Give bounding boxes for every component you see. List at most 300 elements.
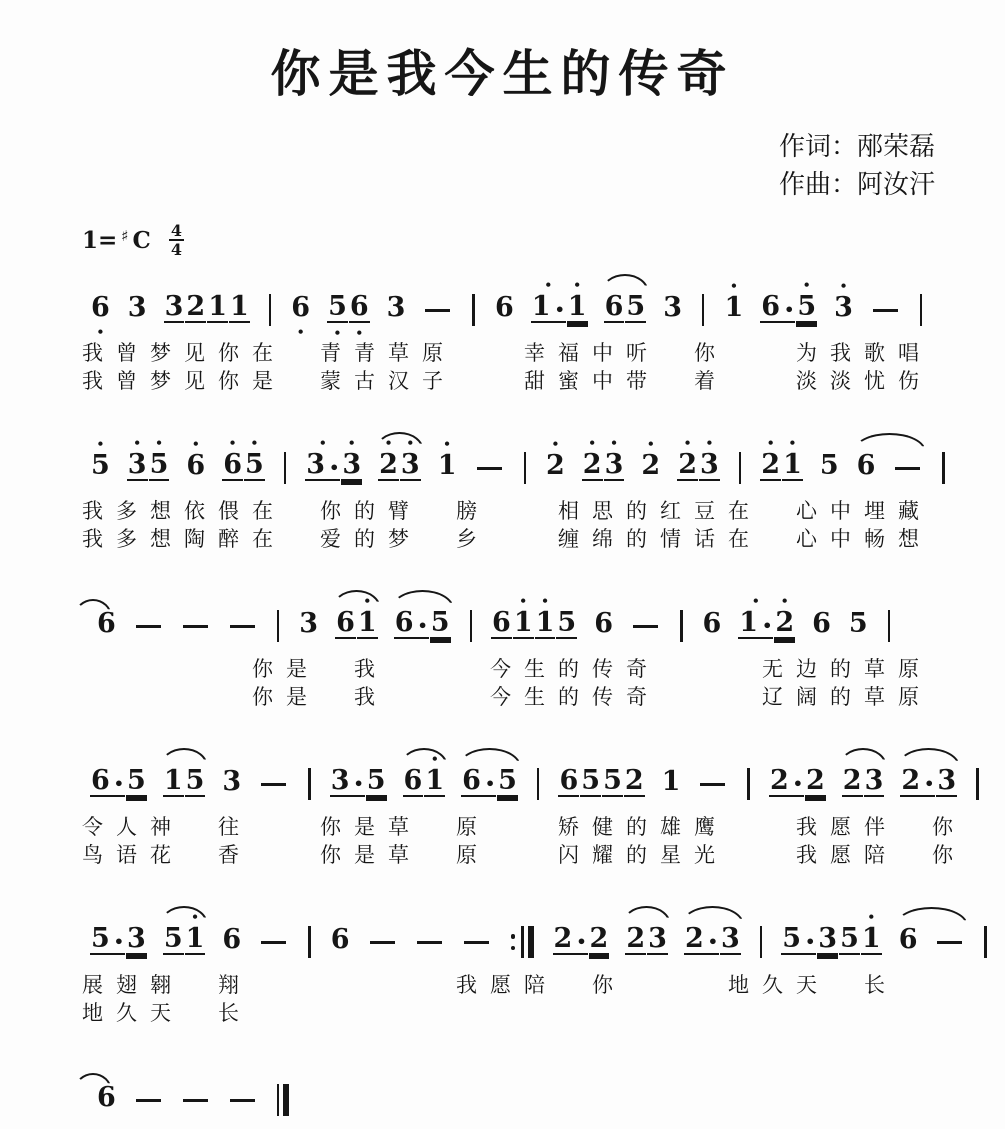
note <box>185 435 206 497</box>
note-digit: 1 <box>163 764 183 796</box>
octave-dot-above: • <box>767 434 774 452</box>
music-system <box>82 276 1005 395</box>
credits <box>0 128 935 203</box>
octave-dot-above: • <box>840 277 847 295</box>
final-barline-thick <box>283 1084 289 1116</box>
note-digit: 1 <box>513 606 533 638</box>
slur-arc-icon <box>839 748 888 767</box>
slur-arc-icon <box>622 906 671 925</box>
barline <box>472 294 475 326</box>
octave-dot-above: • <box>134 434 140 452</box>
note-digit: 2 <box>624 764 644 796</box>
duration-dash <box>700 783 725 787</box>
octave-dot-above: • <box>385 434 392 452</box>
note-digit: 3 • <box>330 764 364 796</box>
time-signature <box>169 221 184 260</box>
lyrics-row: 展翅翱 翔 我愿陪 你 地久天 长 <box>82 973 898 998</box>
note <box>558 755 579 814</box>
notation-row <box>82 592 1005 655</box>
note-digit: 5 <box>819 449 839 481</box>
note-digit: 1 • <box>739 606 773 638</box>
duration-dash <box>230 1099 255 1103</box>
note-digit: 5 <box>797 290 817 322</box>
note-digit: 2 <box>379 448 398 480</box>
barline <box>277 610 280 642</box>
barline <box>747 768 750 800</box>
note-digit: 1 <box>185 922 205 954</box>
octave-dot-above: • <box>803 276 810 294</box>
barline <box>524 452 527 484</box>
music-system <box>82 908 1005 1027</box>
slur-arc-icon <box>400 748 449 767</box>
score <box>82 276 1005 1129</box>
augmentation-dot: • <box>762 615 773 635</box>
note <box>437 435 458 497</box>
composer-credit: 作曲：阿汝汗 <box>778 169 935 199</box>
note <box>624 755 645 814</box>
augmentation-dot: • <box>576 931 587 951</box>
barline <box>680 610 683 642</box>
notation-row <box>82 1071 1005 1129</box>
note <box>185 281 206 340</box>
note-digit: 6 <box>222 923 242 955</box>
notation-row <box>82 434 1005 497</box>
note <box>582 434 603 498</box>
note <box>781 913 816 972</box>
note <box>305 434 340 498</box>
lyrics-row: 鸟语花 香 你是草 原 闪耀的星光 我愿陪 你 <box>82 843 966 868</box>
note-digit: 2 <box>805 764 825 796</box>
duration-dash <box>183 1099 208 1103</box>
note-digit: 2 <box>775 606 795 638</box>
octave-dot-above: • <box>545 276 552 294</box>
note-digit: 6 <box>702 607 722 639</box>
note-digit: 3 <box>864 764 884 796</box>
note <box>839 913 860 972</box>
octave-dot-above: • <box>753 592 759 610</box>
note <box>126 913 147 972</box>
note-digit: 2 <box>626 922 646 954</box>
note <box>593 598 614 655</box>
barline <box>284 452 287 484</box>
slur-group <box>395 750 454 814</box>
repeat-barline-thin <box>521 926 524 958</box>
note <box>90 435 111 497</box>
note <box>817 913 838 972</box>
slur-arc-icon <box>458 748 521 767</box>
slur-group <box>892 755 965 814</box>
note-digit: 6 • <box>462 764 496 796</box>
augmentation-dot: • <box>805 931 816 951</box>
slur-arc-icon <box>897 748 960 767</box>
note <box>513 592 534 656</box>
note-digit: 3 <box>127 448 147 480</box>
note-digit: 5 <box>581 764 601 796</box>
duration-dash <box>370 941 395 945</box>
note-digit: 3 <box>648 922 667 954</box>
note <box>782 434 803 498</box>
note-digit: 6 <box>97 1081 116 1113</box>
octave-dot-above: • <box>444 435 450 453</box>
note-digit: 5 • <box>782 922 816 954</box>
note-digit: 1 <box>208 290 227 322</box>
augmentation-dot: • <box>329 457 340 477</box>
slur-arc-icon <box>160 906 209 925</box>
note-digit: 6 <box>898 923 918 955</box>
lyrics-row: 我曾梦见你在 青青草原 幸福中听 你 为我歌唱 <box>82 341 932 366</box>
note-digit: 2 • <box>901 764 935 796</box>
slur-group <box>617 913 676 972</box>
note <box>221 914 242 971</box>
note-digit: 6 • <box>91 764 125 796</box>
note <box>327 281 348 340</box>
note <box>553 913 588 972</box>
octave-dot-above: • <box>647 435 654 453</box>
note-digit: 6 <box>812 607 831 639</box>
note-digit: 3 <box>386 291 406 323</box>
note-digit: 5 <box>430 606 450 638</box>
lyrics-row: 我多想陶醉在 爱的梦 乡 缠绵的情话在 心中畅想 <box>82 527 932 552</box>
note <box>833 277 854 339</box>
note-digit: 3 <box>299 607 319 639</box>
slur-arc-icon <box>332 590 381 609</box>
note <box>769 755 804 814</box>
octave-dot-above: • <box>589 434 595 452</box>
note-digit: 6 <box>856 449 876 481</box>
duration-dash <box>937 941 962 945</box>
slur-group <box>155 755 214 814</box>
note <box>589 913 610 972</box>
duration-dash <box>425 309 450 313</box>
note-digit: 6 <box>494 291 514 323</box>
note <box>604 434 625 498</box>
duration-dash <box>477 467 502 471</box>
duration-dash <box>895 467 920 471</box>
octave-dot-above: • <box>192 435 199 453</box>
octave-dot-above: • <box>574 276 580 294</box>
barline <box>308 768 311 800</box>
octave-dot-above: • <box>364 592 371 610</box>
notation-row <box>82 276 1005 342</box>
note <box>229 281 250 340</box>
note-digit: 6 <box>186 449 206 481</box>
augmentation-dot: • <box>113 773 125 793</box>
note-digit: 2 <box>641 449 661 481</box>
slur-group <box>386 597 459 656</box>
repeat-barline-thick <box>528 926 534 958</box>
duration-dash <box>873 309 898 313</box>
slur-arc-icon <box>160 748 209 767</box>
note-digit: 3 <box>400 448 420 480</box>
note <box>491 597 512 656</box>
slur-group <box>370 434 429 498</box>
slur-group <box>676 913 749 972</box>
note <box>702 598 723 655</box>
note-digit: 2 <box>582 448 602 480</box>
note <box>244 434 265 498</box>
note <box>567 276 588 340</box>
meter-denominator: 4 <box>170 240 182 260</box>
note-digit: 3 • <box>306 448 340 480</box>
octave-dot-above: • <box>319 434 326 452</box>
note-digit: 1 <box>661 765 681 797</box>
note-digit: 5 <box>328 290 347 322</box>
octave-dot-above: • <box>706 434 713 452</box>
octave-dot-above: • <box>731 277 737 295</box>
octave-dot-above: • <box>781 592 788 610</box>
notation-row <box>82 750 1005 813</box>
barline <box>984 926 987 958</box>
note <box>222 434 243 498</box>
note-digit: 6 <box>97 607 116 639</box>
octave-dot-above: • <box>407 434 414 452</box>
augmentation-dot: • <box>484 773 496 793</box>
barline <box>308 926 311 958</box>
note-digit: 2 • <box>684 922 718 954</box>
slur-arc-icon <box>895 907 969 926</box>
meter-numerator: 4 <box>170 221 182 241</box>
duration-dash <box>261 941 286 945</box>
note-digit: 5 <box>498 764 517 796</box>
note <box>662 282 683 339</box>
note-digit: 6 <box>559 764 579 796</box>
octave-dot-above: • <box>611 434 617 452</box>
augmentation-dot: • <box>353 773 364 793</box>
note <box>602 755 623 814</box>
duration-dash <box>633 625 658 629</box>
lyrics-row: 令人神 往 你是草 原 矫健的雄鹰 我愿伴 你 <box>82 815 966 840</box>
note-digit: 3 <box>663 291 682 323</box>
note-digit: 6 <box>594 607 613 639</box>
note-digit: 3 <box>834 291 853 323</box>
octave-dot-below: • <box>356 324 363 342</box>
note <box>349 281 370 340</box>
lyrics-row: 你是 我 今生的传奇 辽阔的草原 <box>82 685 932 710</box>
note-digit: 1 <box>425 764 445 796</box>
note <box>127 434 148 498</box>
final-barline-thin <box>277 1084 280 1116</box>
note-digit: 3 <box>342 448 362 480</box>
note <box>90 282 111 339</box>
slur-group <box>453 755 526 814</box>
slur-arc-icon <box>375 432 424 451</box>
note-digit: 2 <box>842 764 862 796</box>
note-digit: 1 <box>437 449 457 481</box>
repeat-dot <box>511 946 516 951</box>
augmentation-dot: • <box>707 931 718 951</box>
key-signature <box>82 221 1005 260</box>
octave-dot-above: • <box>520 592 527 610</box>
octave-dot-above: • <box>251 434 258 452</box>
note-digit: 1 <box>783 448 802 480</box>
note <box>774 592 795 656</box>
note <box>386 282 407 339</box>
note <box>805 755 826 814</box>
slur-group <box>848 440 932 497</box>
octave-dot-above: • <box>192 908 198 926</box>
slur-group <box>890 914 974 971</box>
duration-dash <box>136 1099 161 1103</box>
duration-dash <box>261 783 286 787</box>
octave-dot-above: • <box>431 750 438 768</box>
note <box>531 276 566 340</box>
note <box>126 755 147 814</box>
end-repeat-sign <box>511 926 534 958</box>
octave-dot-above: • <box>229 434 236 452</box>
lyrics-row: 你是 我 今生的传奇 无边的草原 <box>82 657 932 682</box>
slur-group <box>596 281 655 340</box>
music-system <box>82 750 1005 869</box>
key-tonic: C <box>132 226 151 254</box>
note-digit: 3 <box>818 922 838 954</box>
augmentation-dot: • <box>113 931 125 951</box>
note <box>494 282 515 339</box>
song-title: 你是我今生的传奇 <box>270 46 735 102</box>
note <box>760 281 795 340</box>
slur-arc-icon <box>601 274 650 293</box>
final-barline <box>277 1084 290 1116</box>
note <box>677 434 698 498</box>
note-digit: 6 <box>223 448 242 480</box>
note-digit: 5 <box>127 764 146 796</box>
augmentation-dot: • <box>792 773 803 793</box>
note-digit: 5 <box>244 448 264 480</box>
note-digit: 5 • <box>91 922 125 954</box>
note <box>149 434 170 498</box>
barline <box>760 926 763 958</box>
note-digit: 2 <box>546 449 565 481</box>
note <box>760 434 781 498</box>
note <box>723 277 744 339</box>
note-digit: 3 <box>720 922 740 954</box>
note <box>811 598 832 655</box>
note <box>738 592 773 656</box>
note <box>341 434 362 498</box>
lyricist-credit: 作词：邴荣磊 <box>778 132 935 161</box>
notation-row <box>82 908 1005 971</box>
note-digit: 5 <box>840 922 859 954</box>
lyrics-row: 我多想依偎在 你的臂 膀 相思的红豆在 心中埋藏 <box>82 499 932 524</box>
slur-arc-icon <box>681 906 744 925</box>
note <box>290 282 311 339</box>
music-system <box>82 1071 1005 1129</box>
augmentation-dot: • <box>554 299 565 319</box>
note-digit: 2 <box>589 922 609 954</box>
note-digit: 6 <box>336 606 355 638</box>
note-digit: 3 <box>127 291 147 323</box>
note <box>796 276 817 340</box>
note-digit: 5 <box>848 607 868 639</box>
lyrics-row: 地久天 长 <box>82 1001 252 1026</box>
barline <box>269 294 272 326</box>
barline <box>942 452 945 484</box>
note-digit: 1 <box>357 606 377 638</box>
note-digit: 1 <box>724 291 744 323</box>
barline <box>976 768 979 800</box>
key-prefix: 1= <box>82 226 118 254</box>
note-digit: 3 <box>699 448 719 480</box>
note-digit: 2 <box>761 448 781 480</box>
duration-dash <box>230 625 255 629</box>
note-digit: 3 <box>222 765 242 797</box>
note-digit: 3 <box>937 764 957 796</box>
note-digit: 5 <box>149 448 169 480</box>
note <box>90 755 125 814</box>
note-digit: 1 <box>229 290 249 322</box>
octave-dot-below: • <box>297 323 304 341</box>
octave-dot-below: • <box>334 324 341 342</box>
note <box>221 756 242 813</box>
note-digit: 2 <box>186 290 206 322</box>
note-digit: 6 <box>349 290 369 322</box>
note-digit: 5 <box>603 764 622 796</box>
note-digit: 5 <box>91 449 110 481</box>
note-digit: 6 <box>604 290 624 322</box>
duration-dash <box>464 941 489 945</box>
note <box>861 908 882 972</box>
octave-dot-above: • <box>868 908 875 926</box>
note-digit: 5 <box>185 764 205 796</box>
note-digit: 6 • <box>394 606 428 638</box>
barline <box>920 294 923 326</box>
augmentation-dot: • <box>924 773 935 793</box>
note <box>127 282 148 339</box>
note-digit: 6 • <box>761 290 795 322</box>
duration-dash <box>417 941 442 945</box>
note <box>556 597 577 656</box>
note <box>661 756 682 813</box>
note <box>848 598 869 655</box>
repeat-dots <box>511 934 516 950</box>
octave-dot-above: • <box>684 434 691 452</box>
note <box>545 435 566 497</box>
note-digit: 1 <box>567 290 587 322</box>
note-digit: 2 • <box>553 922 587 954</box>
note <box>366 755 387 814</box>
note <box>580 755 601 814</box>
note-digit: 3 <box>604 448 624 480</box>
octave-dot-above: • <box>789 434 796 452</box>
note <box>90 913 125 972</box>
octave-dot-above: • <box>542 592 548 610</box>
barline <box>888 610 891 642</box>
music-system <box>82 592 1005 711</box>
note-digit: 5 <box>626 290 646 322</box>
note-digit: 6 <box>91 291 110 323</box>
repeat-dot <box>511 934 516 939</box>
note-digit: 5 <box>163 922 183 954</box>
barline <box>470 610 473 642</box>
note-digit: 5 <box>557 606 577 638</box>
octave-dot-above: • <box>97 435 104 453</box>
octave-dot-above: • <box>552 435 559 453</box>
music-system <box>82 434 1005 553</box>
note <box>298 598 319 655</box>
note-digit: 1 <box>535 606 555 638</box>
note-digit: 2 <box>678 448 697 480</box>
slur-group <box>155 908 214 972</box>
note-digit: 6 <box>492 606 511 638</box>
note <box>535 592 556 656</box>
slur-arc-icon <box>853 433 927 452</box>
duration-dash <box>183 625 208 629</box>
note-digit: 6 <box>403 764 423 796</box>
octave-dot-below: • <box>97 323 104 341</box>
slur-arc-icon <box>391 590 454 609</box>
note-digit: 6 <box>291 291 311 323</box>
barline <box>739 452 742 484</box>
note <box>330 914 351 971</box>
